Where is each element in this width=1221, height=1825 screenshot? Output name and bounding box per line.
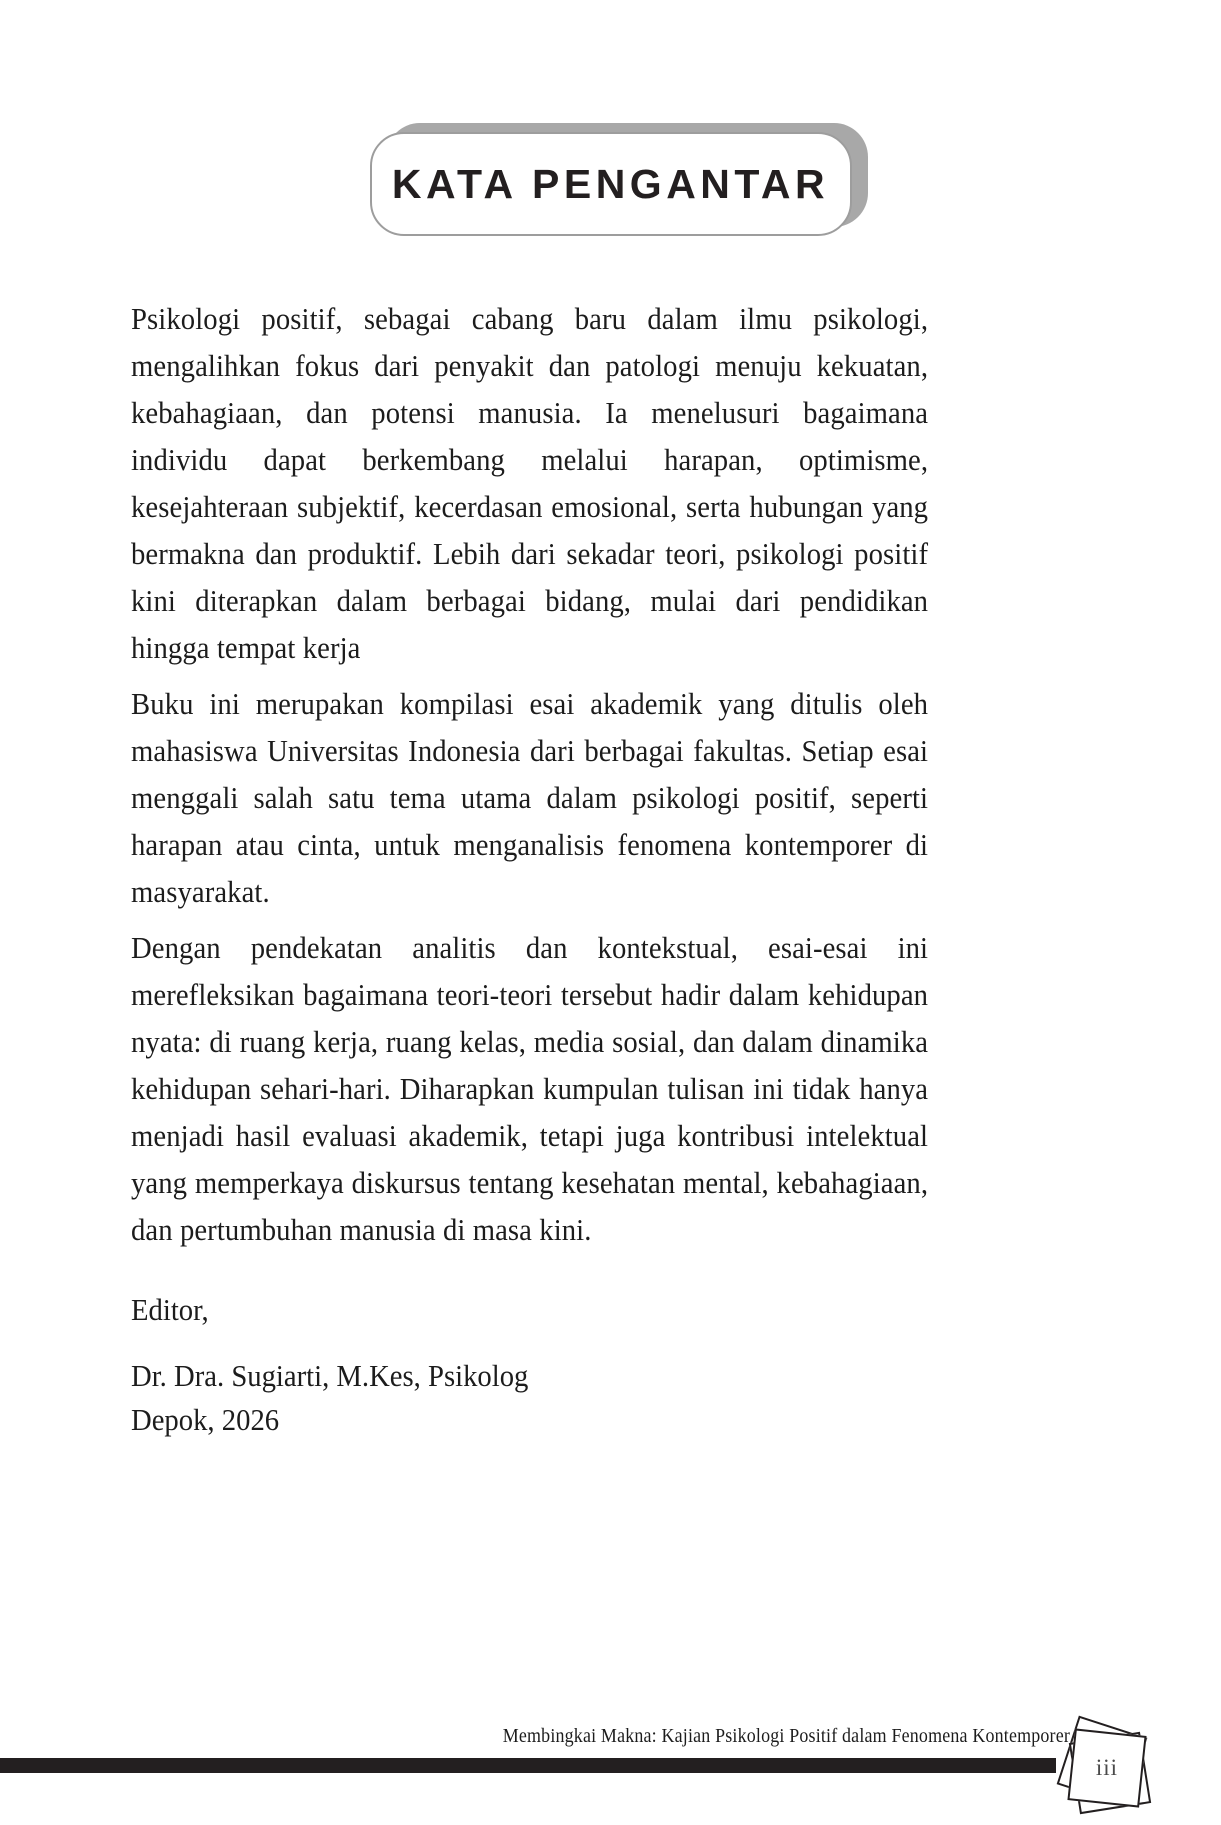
page-number: iii — [1095, 1755, 1119, 1780]
footer-rule — [0, 1758, 1056, 1773]
paragraph: Dengan pendekatan analitis dan kontekstual, esai-esai ini merefleksikan bagaimana teori-teori tersebut hadir dalam kehidupan nyata: di ruang kerja, ruang kelas, media sosial, dan dalam dinamika kehidupan sehari-hari. Diharapkan kumpulan tulisan ini tidak hanya menjadi hasil evaluasi akademik, tetapi juga kontribusi intelektual yang memperkaya diskursus tentang kesehatan mental, kebahagiaan, dan pertumbuhan manusia di masa kini. — [131, 931, 929, 1247]
page-footer — [0, 1672, 1221, 1812]
running-head: Membingkai Makna: Kajian Psikologi Positif dalam Fenomena Kontemporer — [502, 1726, 1070, 1747]
page-header — [0, 132, 1221, 252]
title-badge-wrapper — [370, 132, 852, 236]
page-number-badge — [1052, 1715, 1162, 1825]
signature-place-date: Depok, 2026 — [131, 1403, 280, 1437]
title-badge — [370, 132, 852, 236]
document-body — [131, 296, 928, 1442]
signature-spacer — [131, 1332, 928, 1354]
paragraph: Psikologi positif, sebagai cabang baru dalam ilmu psikologi, mengalihkan fokus dari penyakit dan patologi menuju kekuatan, kebahagiaan, dan potensi manusia. Ia menelusuri bagaimana individu dapat berkembang melalui harapan, optimisme, kesejahteraan subjektif, kecerdasan emosional, serta hubungan yang bermakna dan produktif. Lebih dari sekadar teori, psikologi positif kini diterapkan dalam berbagai bidang, mulai dari pendidikan hingga tempat kerja — [131, 302, 929, 665]
signature-name: Dr. Dra. Sugiarti, M.Kes, Psikolog — [131, 1359, 529, 1393]
paragraph: Buku ini merupakan kompilasi esai akademik yang ditulis oleh mahasiswa Universitas Indonesia dari berbagai fakultas. Setiap esai menggali salah satu tema utama dalam psikologi positif, seperti harapan atau cinta, untuk menganalisis fenomena kontemporer di masyarakat. — [131, 687, 929, 909]
page-title: KATA PENGANTAR — [391, 160, 830, 207]
signature-block — [131, 1288, 928, 1442]
signature-label: Editor, — [131, 1293, 209, 1327]
